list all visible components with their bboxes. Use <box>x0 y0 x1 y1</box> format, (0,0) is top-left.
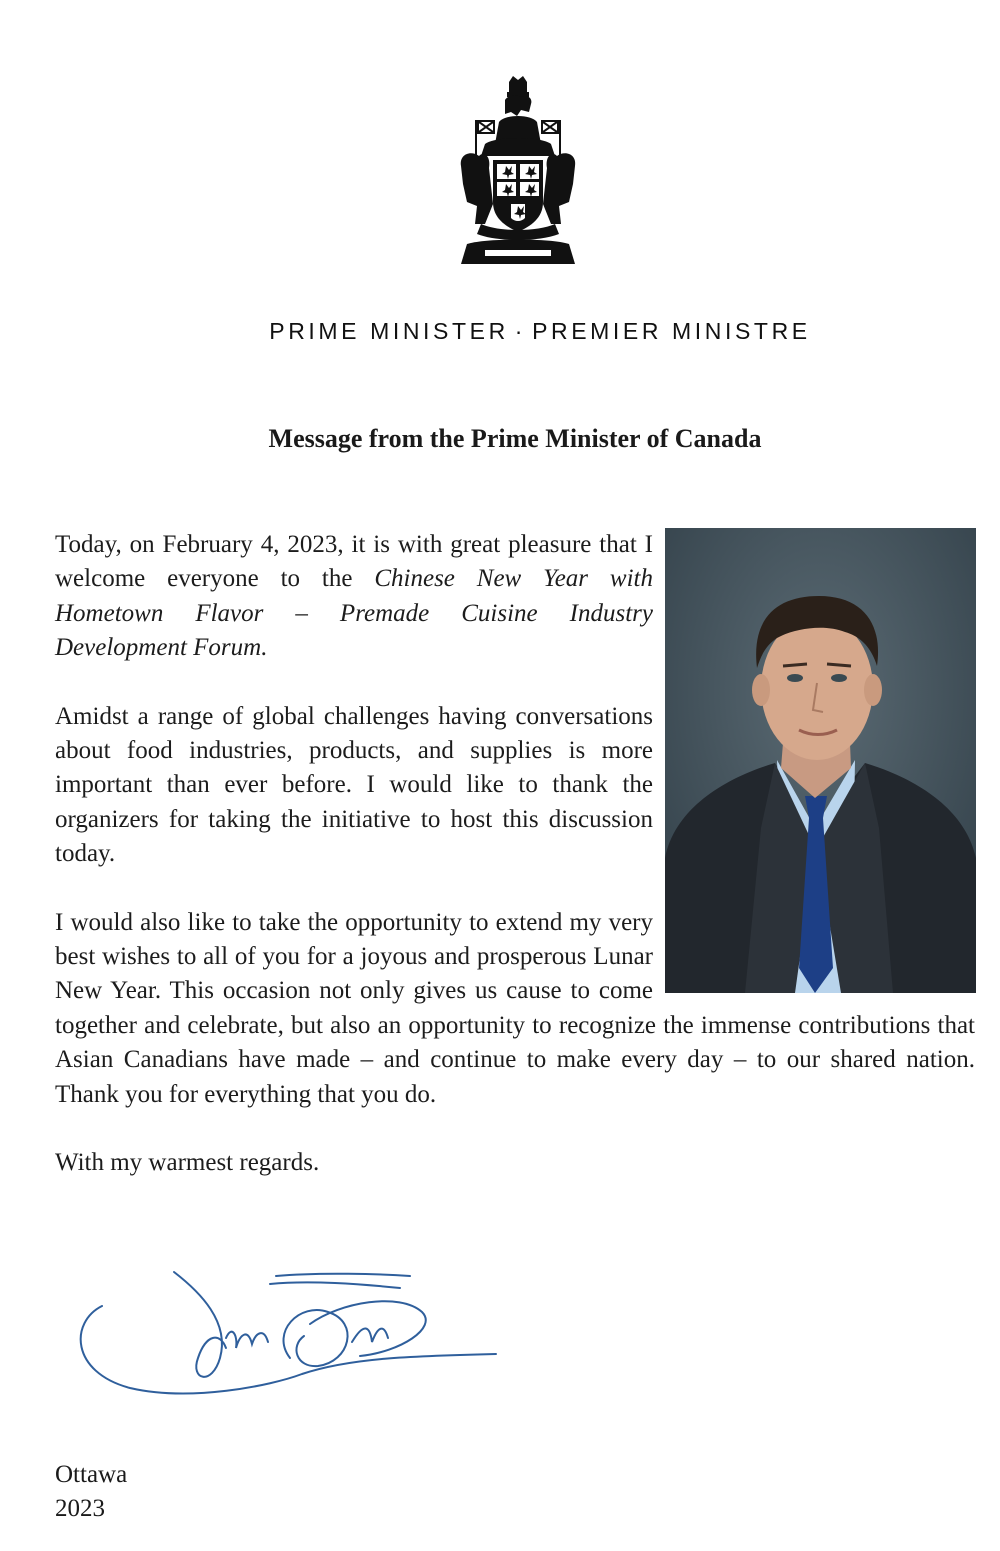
coat-of-arms-icon <box>455 74 581 270</box>
office-french: PREMIER MINISTRE <box>532 318 811 344</box>
office-separator: · <box>514 318 527 344</box>
letter-body <box>55 528 975 1181</box>
office-english: PRIME MINISTER <box>269 318 509 344</box>
paragraph-wishes: I would also like to take the opportunity to extend my very best wishes to all of you for a joyous and prosperous Lunar New Year. This occasion not only gives us cause to come together and celebrate, but also an opportunity to recognize the immense contributions that Asian Canadians have made – and continue to make every day – to our shared nation. Thank you for everything that you do. <box>55 908 975 1108</box>
footer-city: Ottawa <box>55 1461 128 1488</box>
photo-spacer <box>653 528 975 996</box>
welcome-text: Today, on February 4, 2023, it is with great pleasure that I welcome everyone to the <box>55 531 653 593</box>
signature-icon <box>70 1262 510 1402</box>
letter-title: Message from the Prime Minister of Canada <box>268 424 762 453</box>
event-name: Chinese New Year with Hometown Flavor – Premade Cuisine Industry Development Forum. <box>55 565 653 662</box>
letterhead-office <box>0 318 1000 345</box>
paragraph-challenges: Amidst a range of global challenges having conversations about food industries, products, and supplies is more important than ever before. I would like to thank the organizers for taking the initiative to host this discussion today. <box>55 702 653 868</box>
closing-line: With my warmest regards. <box>55 1149 320 1177</box>
letter-footer <box>55 1458 127 1526</box>
footer-year: 2023 <box>55 1495 105 1522</box>
